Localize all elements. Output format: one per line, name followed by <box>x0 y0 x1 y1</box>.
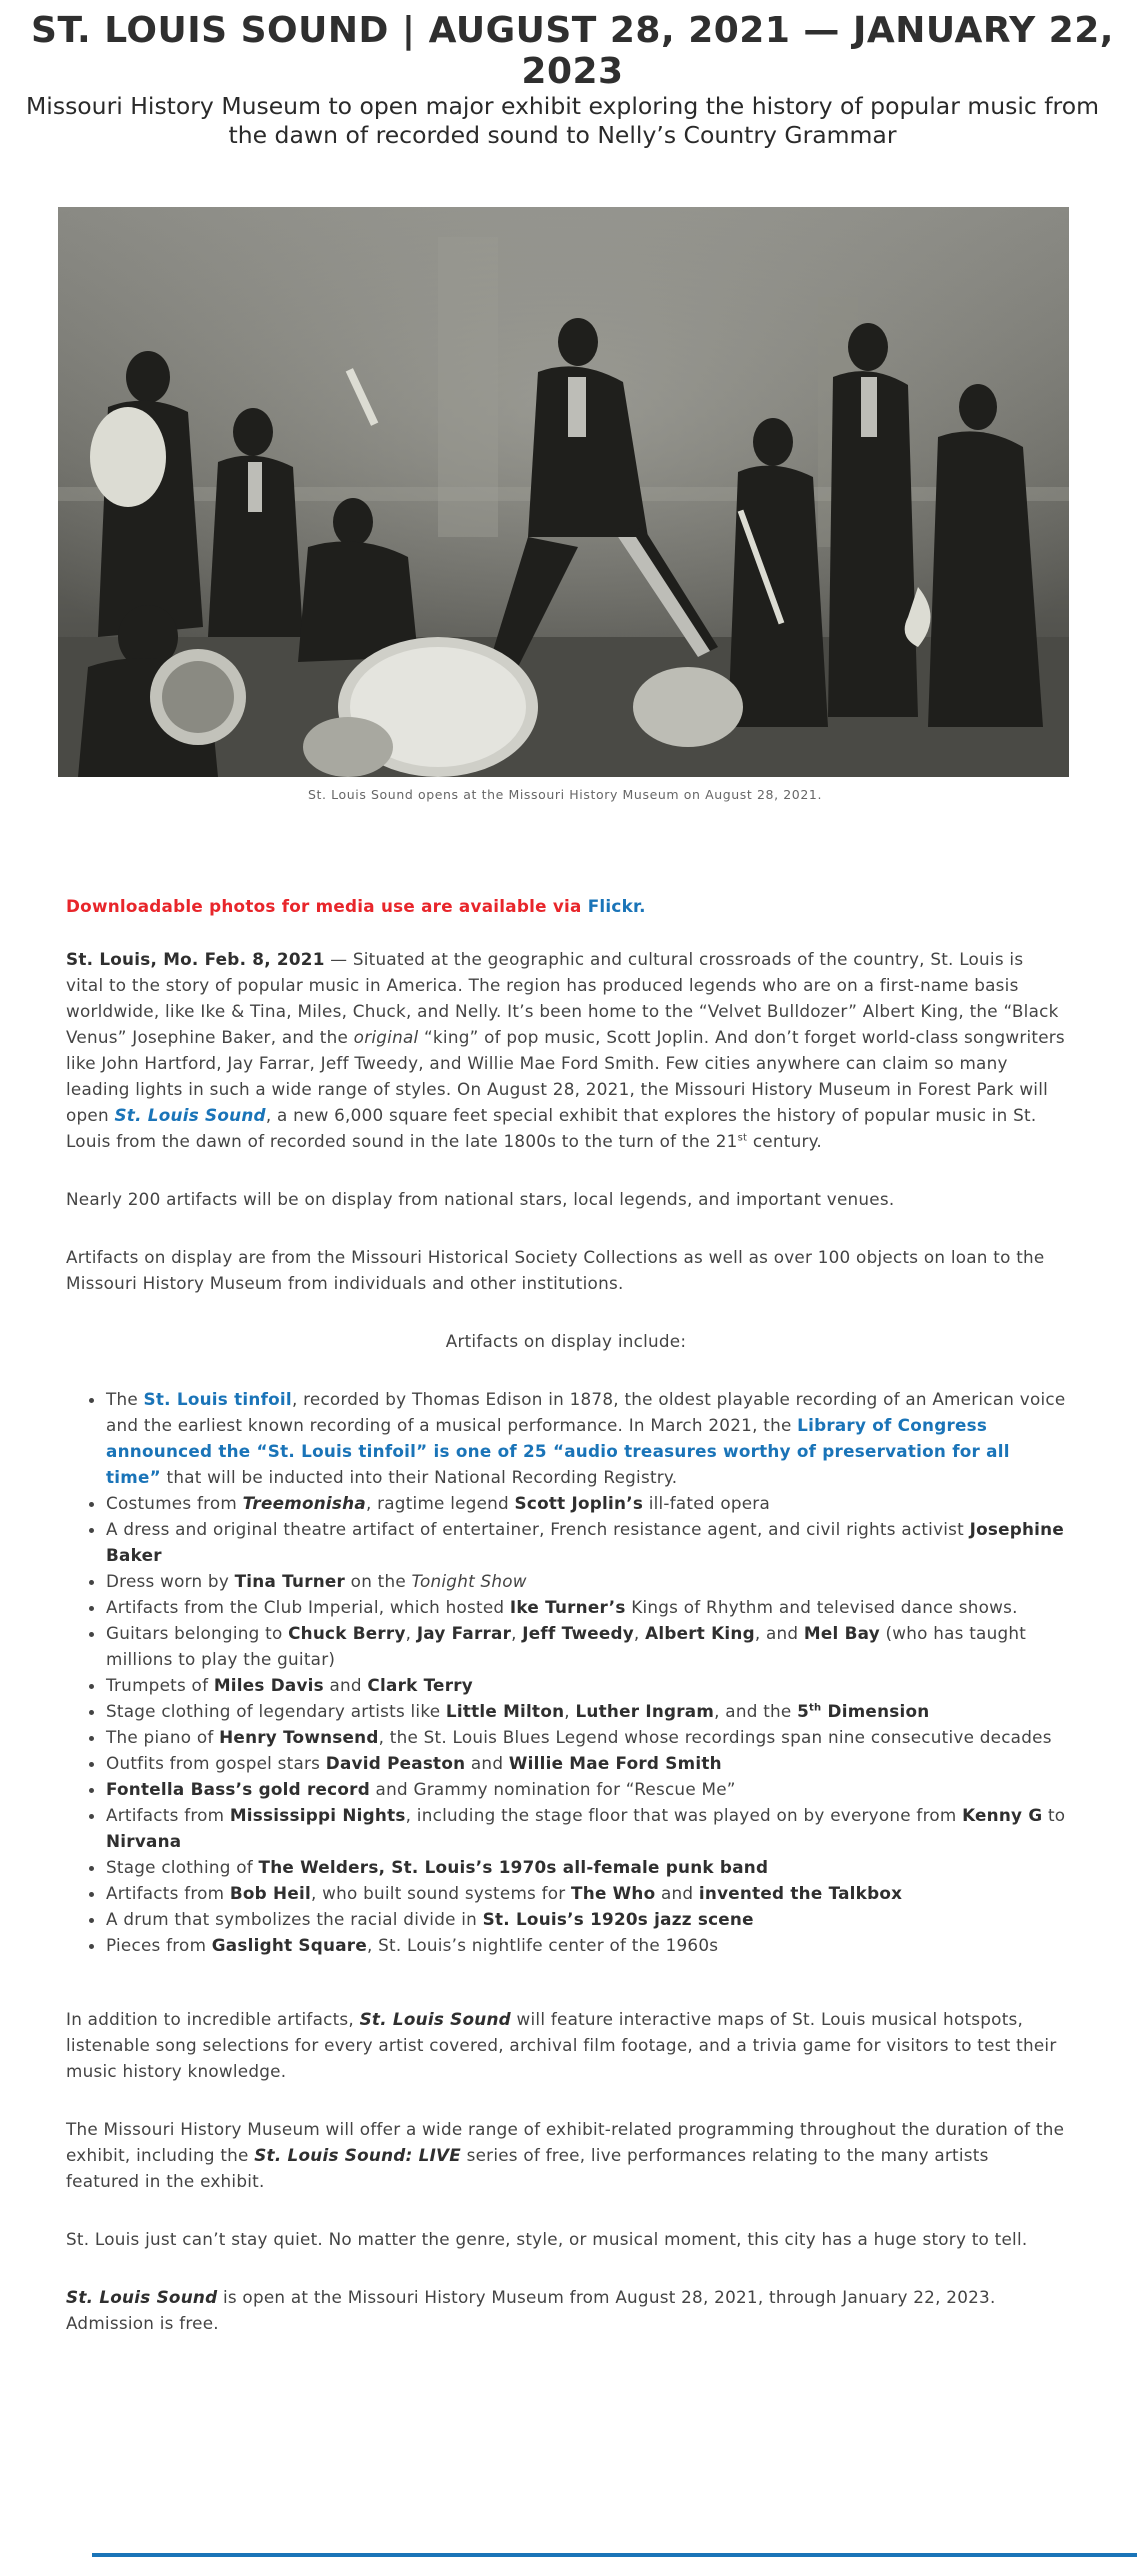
interactive-paragraph: In addition to incredible artifacts, St. Louis Sound will feature interactive maps of St. Louis musical hotspots, listenable song selections for every artist covered, archival film footage, and a trivia game for visitors to test their music history knowledge. <box>66 2009 1057 2081</box>
list-item: • Fontella Bass’s gold record and Grammy nomination for “Rescue Me” <box>106 1776 1066 1802</box>
artifacts-count-paragraph: Nearly 200 artifacts will be on display from national stars, local legends, and important venues. <box>66 1189 895 1209</box>
page-subtitle: Missouri History Museum to open major exhibit exploring the history of popular music from the dawn of recorded sound to Nelly’s Country Grammar <box>26 92 1099 149</box>
list-item: • The piano of Henry Townsend, the St. Louis Blues Legend whose recordings span nine consecutive decades <box>106 1724 1066 1750</box>
list-item: • Stage clothing of The Welders, St. Louis’s 1970s all-female punk band <box>106 1854 1066 1880</box>
footer-divider <box>92 2553 1137 2557</box>
list-item: • Artifacts from Mississippi Nights, including the stage floor that was played on by everyone from Kenny G to Nirvana <box>106 1802 1066 1854</box>
programming-paragraph: The Missouri History Museum will offer a wide range of exhibit-related programming throughout the duration of the exhibit, including the St. Louis Sound: LIVE series of free, live performances relating to the many artists featured in the exhibit. <box>66 2119 1065 2191</box>
flickr-link[interactable]: Flickr. <box>587 896 646 916</box>
list-item: • Trumpets of Miles Davis and Clark Terry <box>106 1672 1066 1698</box>
st-louis-tinfoil-link[interactable]: St. Louis tinfoil <box>143 1389 292 1409</box>
intro-text-4: century. <box>747 1131 822 1151</box>
st-louis-sound-link[interactable]: St. Louis Sound <box>114 1105 266 1125</box>
open-paragraph: St. Louis Sound is open at the Missouri History Museum from August 28, 2021, through January 22, 2023. Admission is free. <box>66 2287 996 2333</box>
intro-italic: original <box>353 1027 419 1047</box>
list-item: • A dress and original theatre artifact of entertainer, French resistance agent, and civil rights activist Josephine Baker <box>106 1516 1066 1568</box>
page-title: ST. LOUIS SOUND | AUGUST 28, 2021 — JANUARY 22, 2023 <box>31 10 1114 92</box>
jazz-band-photo <box>58 207 1069 777</box>
media-note-text: Downloadable photos for media use are available via <box>66 896 588 916</box>
list-item: • The St. Louis tinfoil, recorded by Thomas Edison in 1878, the oldest playable recording of an American voice and the earliest known recording of a musical performance. In March 2021, the Library of Congress announced the “St. Louis tinfoil” is one of 25 “audio treasures worthy of preservation for all time” that will be inducted into their National Recording Registry. <box>106 1386 1066 1490</box>
intro-text-2: “king” of pop music, Scott Joplin. And don’t forget world-class songwriters like John Hartford, Jay Farrar, Jeff Tweedy, and Willie Mae Ford Smith. Few cities anywhere can claim so many leading lights in such a wide range of styles. On August 28, 2021, the Missouri History Museum in Forest Park will open <box>66 1027 1065 1125</box>
dateline: St. Louis, Mo. Feb. 8, 2021 <box>66 949 325 969</box>
list-item: • Stage clothing of legendary artists like Little Milton, Luther Ingram, and the 5th Dimension <box>106 1698 1066 1724</box>
intro-text-3: , a new 6,000 square feet special exhibit that explores the history of popular music in St. Louis from the dawn of recorded sound in the late 1800s to the turn of the 21 <box>66 1105 1037 1151</box>
collections-paragraph: Artifacts on display are from the Missouri Historical Society Collections as well as over 100 objects on loan to the Missouri History Museum from individuals and other institutions. <box>66 1247 1045 1293</box>
quiet-paragraph: St. Louis just can’t stay quiet. No matter the genre, style, or musical moment, this city has a huge story to tell. <box>66 2229 1028 2249</box>
press-release-body <box>66 893 1066 2336</box>
list-item: • Artifacts from Bob Heil, who built sound systems for The Who and invented the Talkbox <box>106 1880 1066 1906</box>
library-of-congress-link[interactable]: Library of Congress announced the “St. Louis tinfoil” is one of 25 “audio treasures worthy of preservation for all time” <box>106 1415 1010 1487</box>
intro-sup: st <box>737 1132 748 1144</box>
artifacts-list <box>66 1386 1066 1958</box>
list-item: • Artifacts from the Club Imperial, which hosted Ike Turner’s Kings of Rhythm and televised dance shows. <box>106 1594 1066 1620</box>
list-item: • Costumes from Treemonisha, ragtime legend Scott Joplin’s ill-fated opera <box>106 1490 1066 1516</box>
intro-text-1: — Situated at the geographic and cultural crossroads of the country, St. Louis is vital to the story of popular music in America. The region has produced legends who are on a first-name basis worldwide, like Ike & Tina, Miles, Chuck, and Nelly. It’s been home to the “Velvet Bulldozer” Albert King, the “Black Venus” Josephine Baker, and the <box>66 949 1059 1047</box>
artifacts-heading: Artifacts on display include: <box>445 1331 687 1351</box>
media-note <box>66 893 1066 919</box>
list-item: • Pieces from Gaslight Square, St. Louis’s nightlife center of the 1960s <box>106 1932 1066 1958</box>
intro-paragraph <box>66 946 1066 1154</box>
photo-caption: St. Louis Sound opens at the Missouri History Museum on August 28, 2021. <box>307 787 823 802</box>
list-item: • A drum that symbolizes the racial divide in St. Louis’s 1920s jazz scene <box>106 1906 1066 1932</box>
list-item: • Outfits from gospel stars David Peaston and Willie Mae Ford Smith <box>106 1750 1066 1776</box>
list-item: • Dress worn by Tina Turner on the Tonight Show <box>106 1568 1066 1594</box>
list-item: • Guitars belonging to Chuck Berry, Jay Farrar, Jeff Tweedy, Albert King, and Mel Bay (who has taught millions to play the guitar) <box>106 1620 1066 1672</box>
